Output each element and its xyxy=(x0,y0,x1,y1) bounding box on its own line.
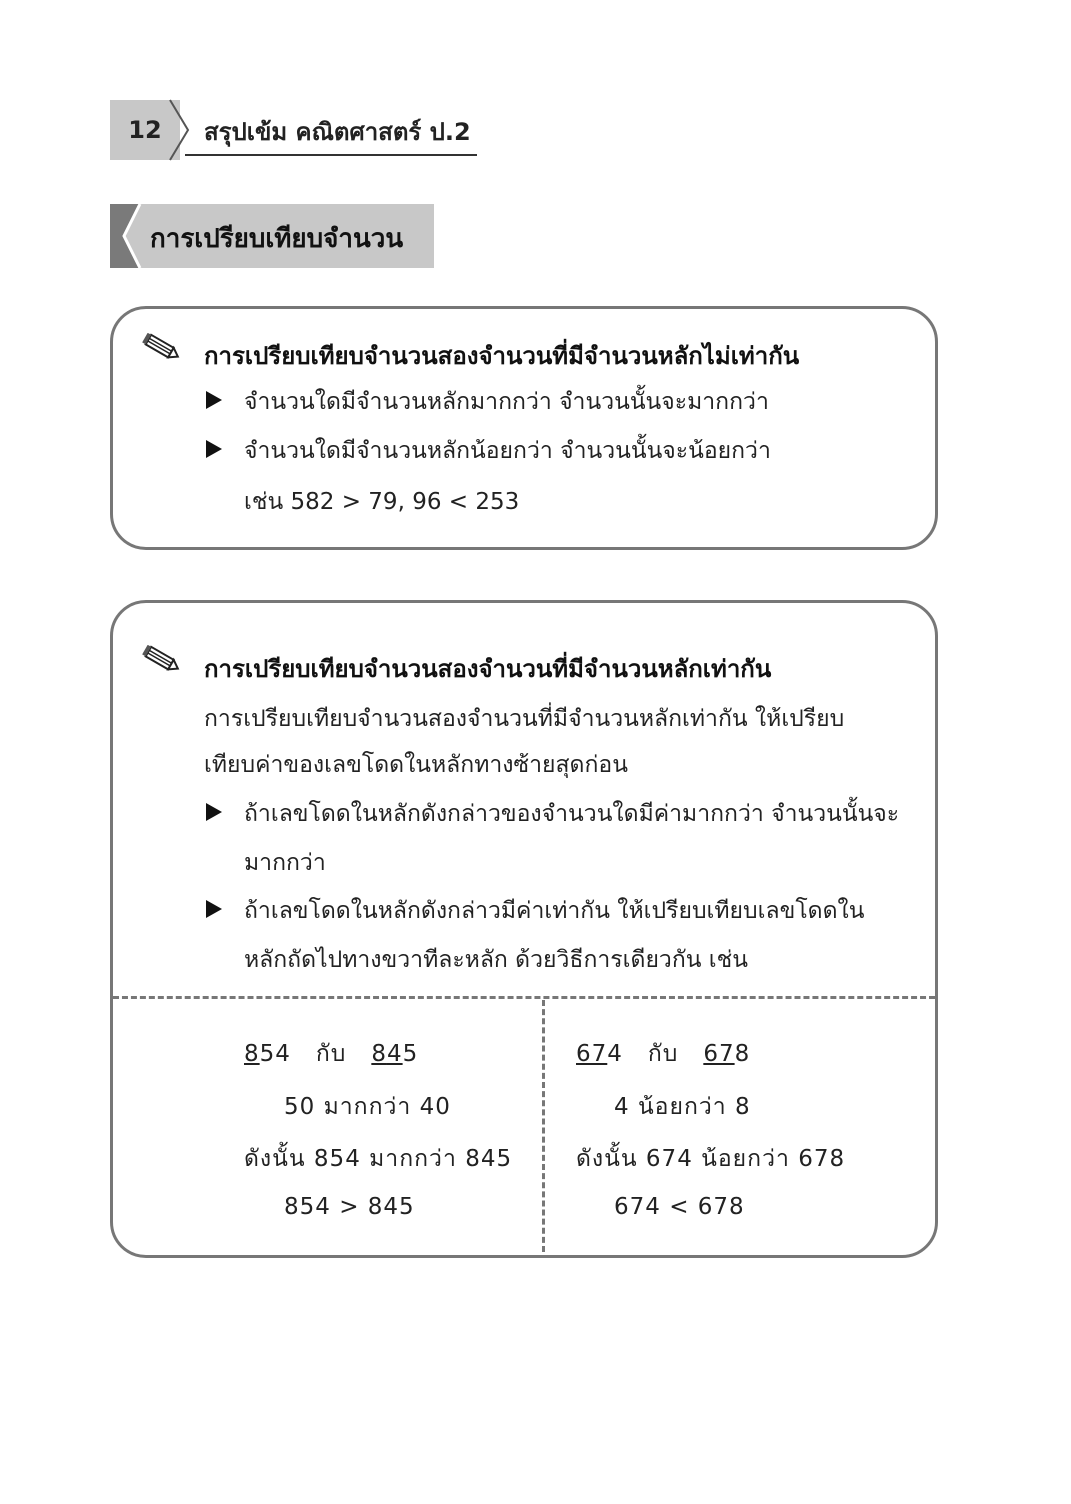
box2-intro-line-1: การเปรียบเทียบจำนวนสองจำนวนที่มีจำนวนหลักเท่ากัน ให้เปรียบ xyxy=(204,706,845,732)
pencil-icon xyxy=(140,333,184,363)
box1-heading: การเปรียบเทียบจำนวนสองจำนวนที่มีจำนวนหลักไม่เท่ากัน xyxy=(204,342,800,370)
example-right-symbolic: 674 < 678 xyxy=(614,1194,745,1220)
underlined-digit: 4 xyxy=(386,1041,403,1067)
underlined-digit: 8 xyxy=(371,1041,387,1067)
number-rest: 4 xyxy=(607,1041,623,1067)
bullet-triangle-icon xyxy=(206,391,222,409)
page-number: 12 xyxy=(110,100,180,160)
box2-bullet-1-line-2: มากกว่า xyxy=(244,850,326,876)
example-left-symbolic: 854 > 845 xyxy=(284,1194,415,1220)
chevron-right-icon xyxy=(168,98,192,162)
box2-bullet-2-line-2: หลักถัดไปทางขวาทีละหลัก ด้วยวิธีการเดียวกัน เช่น xyxy=(244,947,748,973)
box1-bullet-1: จำนวนใดมีจำนวนหลักมากกว่า จำนวนนั้นจะมากกว่า xyxy=(244,389,769,415)
box1-bullet-2: จำนวนใดมีจำนวนหลักน้อยกว่า จำนวนนั้นจะน้อยกว่า xyxy=(244,438,771,464)
book-title: สรุปเข้ม คณิตศาสตร์ ป.2 xyxy=(204,118,471,146)
underlined-digit: 67 xyxy=(703,1041,735,1067)
example-left-compare: 50 มากกว่า 40 xyxy=(284,1094,451,1120)
box2-heading: การเปรียบเทียบจำนวนสองจำนวนที่มีจำนวนหลักเท่ากัน xyxy=(204,655,772,683)
dashed-divider-vertical xyxy=(542,1000,545,1252)
connector-word: กับ xyxy=(647,1041,679,1067)
pencil-icon xyxy=(140,645,184,675)
dashed-divider-horizontal xyxy=(113,996,935,999)
number-rest: 8 xyxy=(734,1041,751,1067)
underlined-digit: 8 xyxy=(244,1041,260,1067)
bullet-triangle-icon xyxy=(206,803,222,821)
underlined-digit: 67 xyxy=(576,1041,608,1067)
number-rest: 5 xyxy=(402,1041,419,1067)
box2-bullet-2-line-1: ถ้าเลขโดดในหลักดังกล่าวมีค่าเท่ากัน ให้เปรียบเทียบเลขโดดใน xyxy=(244,898,865,924)
example-right-compare: 4 น้อยกว่า 8 xyxy=(614,1094,751,1120)
box2-bullet-1-line-1: ถ้าเลขโดดในหลักดังกล่าวของจำนวนใดมีค่ามากกว่า จำนวนนั้นจะ xyxy=(244,801,900,827)
header-underline xyxy=(185,154,477,156)
bullet-triangle-icon xyxy=(206,900,222,918)
example-left-pair xyxy=(244,1036,418,1072)
box1-example: เช่น 582 > 79, 96 < 253 xyxy=(244,489,520,515)
connector-word: กับ xyxy=(315,1041,347,1067)
section-title: การเปรียบเทียบจำนวน xyxy=(150,224,404,254)
example-right-pair xyxy=(576,1036,750,1072)
example-right-conclusion: ดังนั้น 674 น้อยกว่า 678 xyxy=(576,1146,846,1172)
example-left-conclusion: ดังนั้น 854 มากกว่า 845 xyxy=(244,1146,513,1172)
bullet-triangle-icon xyxy=(206,440,222,458)
box2-intro-line-2: เทียบค่าของเลขโดดในหลักทางซ้ายสุดก่อน xyxy=(204,752,628,778)
number-rest: 54 xyxy=(259,1041,291,1067)
